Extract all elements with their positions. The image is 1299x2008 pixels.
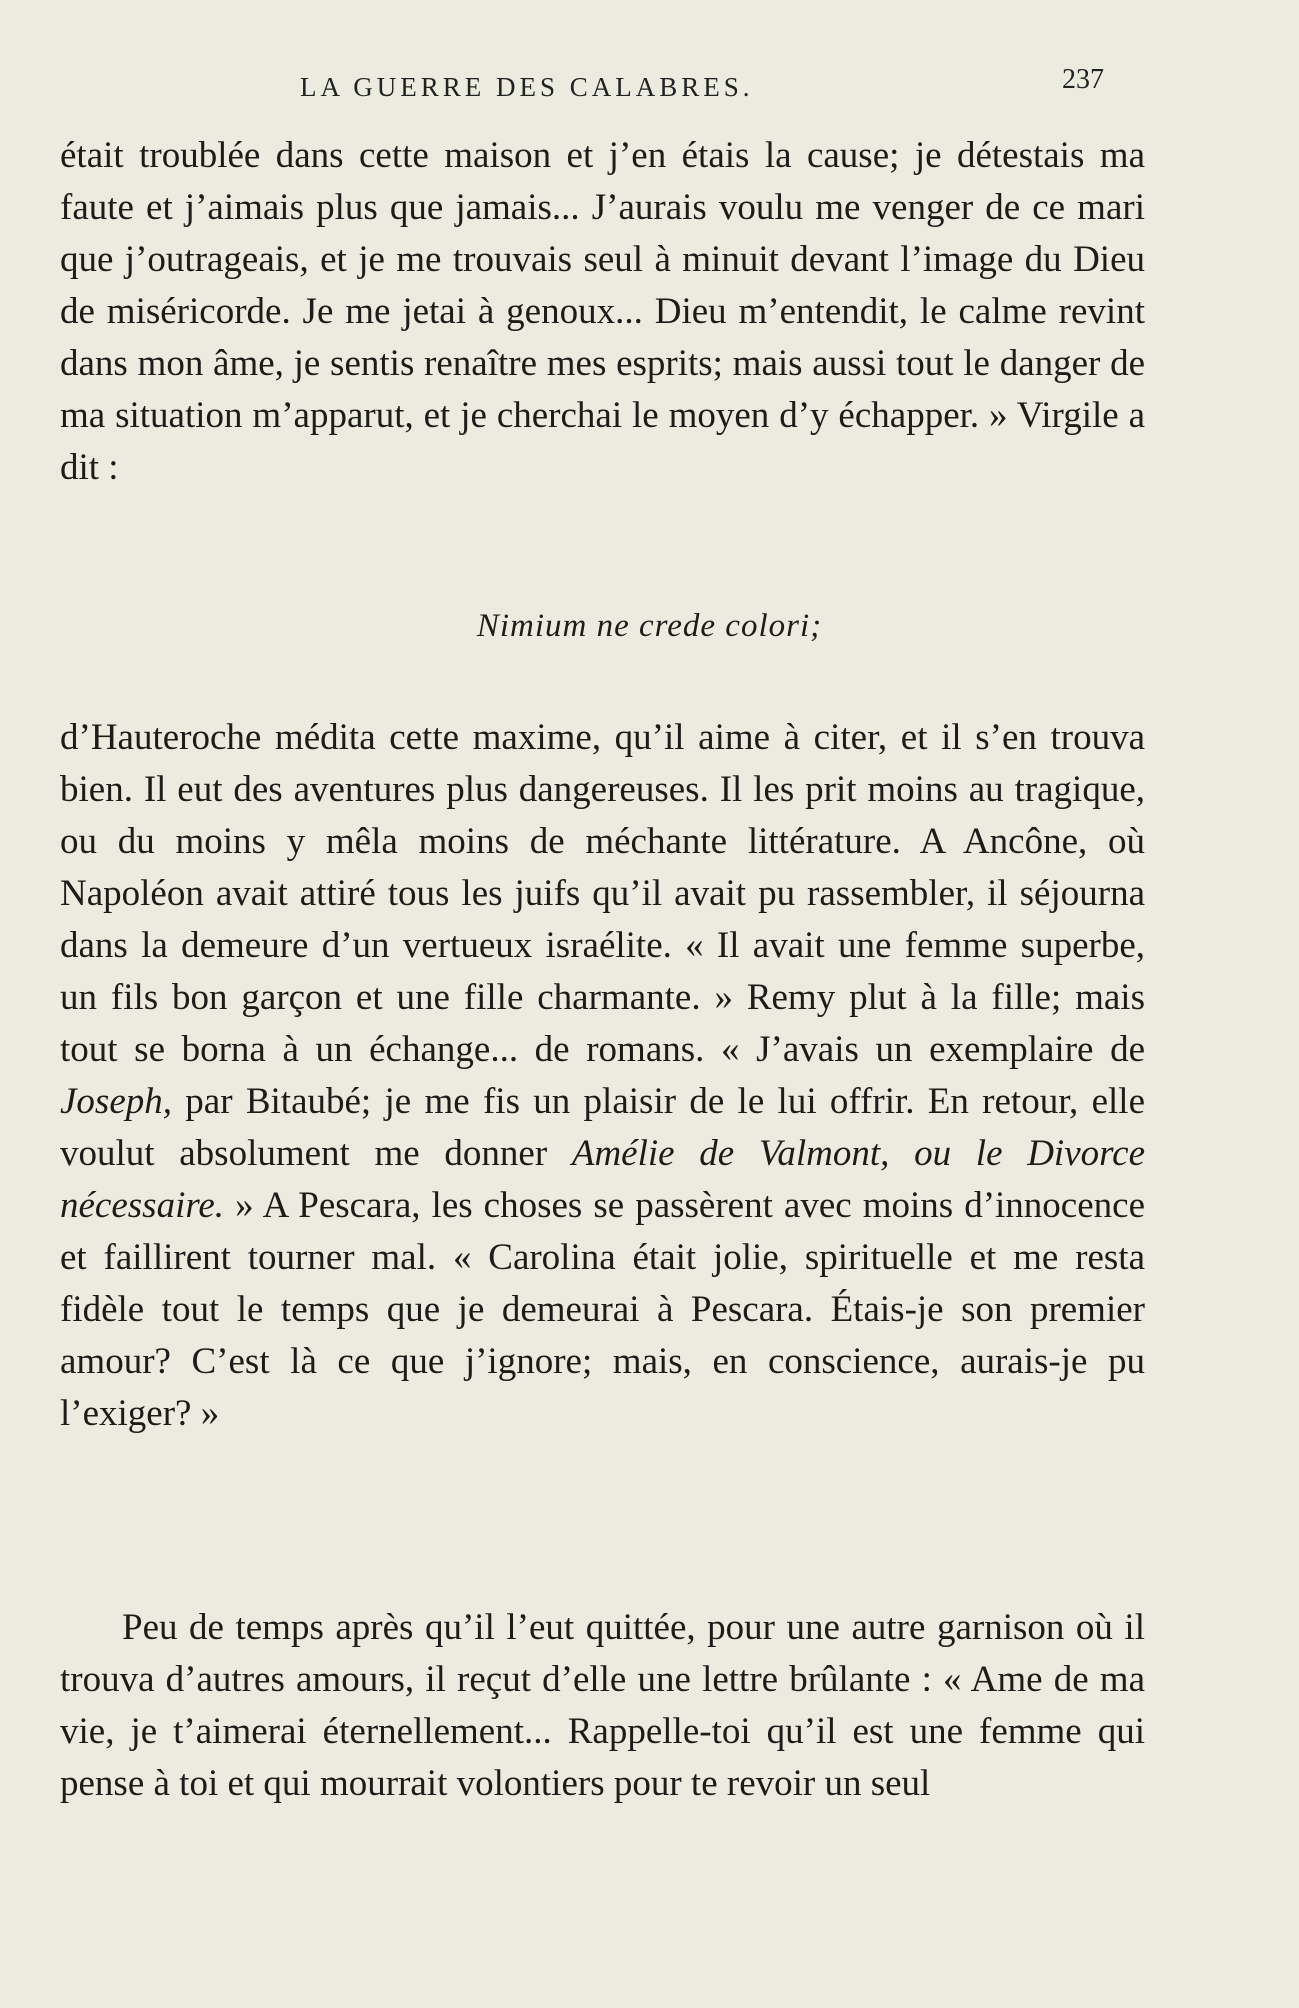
latin-quotation: Nimium ne crede colori; — [476, 608, 823, 644]
paragraph-2-part-2: par Bitaubé; je me fis un plaisir de le lui offrir. En retour, elle voulut absolument me donner — [60, 1081, 1145, 1174]
paragraph-1-text: était troublée dans cette maison et j’en étais la cause; je détestais ma faute et j’aimais plus que jamais... J’aurais voulu me venger de ce mari que j’outrageais, et je me trouvais seul à minuit devant l’image du Dieu de miséricorde. Je me jetai à genoux... Dieu m’entendit, le calme revint dans mon âme, je sentis renaître mes esprits; mais aussi tout le danger de ma situation m’apparut, et je cherchai le moyen d’y échapper. » Virgile a dit : — [60, 135, 1145, 488]
paragraph-2 — [60, 712, 1145, 1440]
book-title-joseph: Joseph, — [60, 1081, 172, 1122]
paragraph-2-part-3: » A Pescara, les choses se passèrent avec moins d’innocence et faillirent tourner mal. « Carolina était jolie, spirituelle et me resta fidèle tout le temps que je demeurai à Pescara. Étais-je son premier amour? C’est là ce que j’ignore; mais, en conscience, aurais-je pu l’exiger? » — [60, 1185, 1145, 1434]
paragraph-3-text: Peu de temps après qu’il l’eut quittée, pour une autre garnison où il trouva d’autres amours, il reçut d’elle une lettre brûlante : « Ame de ma vie, je t’aimerai éternellement... Rappelle-toi qu’il est une femme qui pense à toi et qui mourrait volontiers pour te revoir un seul — [60, 1607, 1145, 1804]
book-title-amelie: Amélie de Valmont, ou le Divorce nécessaire. — [60, 1133, 1145, 1226]
running-title: LA GUERRE DES CALABRES. — [300, 72, 754, 102]
paragraph-2-text — [60, 712, 1145, 1440]
paragraph-3 — [60, 1602, 1145, 1810]
paragraph-2-part-1: d’Hauteroche médita cette maxime, qu’il aime à citer, et il s’en trouva bien. Il eut des aventures plus dangereuses. Il les prit moins au tragique, ou du moins y mêla moins de méchante littérature. A Ancône, où Napoléon avait attiré tous les juifs qu’il avait pu rassembler, il séjourna dans la demeure d’un vertueux israélite. « Il avait une femme superbe, un fils bon garçon et une fille charmante. » Remy plut à la fille; mais tout se borna à un échange... de romans. « J’avais un exemplaire de — [60, 717, 1145, 1070]
page-number: 237 — [1062, 64, 1104, 95]
paragraph-1 — [60, 130, 1145, 494]
